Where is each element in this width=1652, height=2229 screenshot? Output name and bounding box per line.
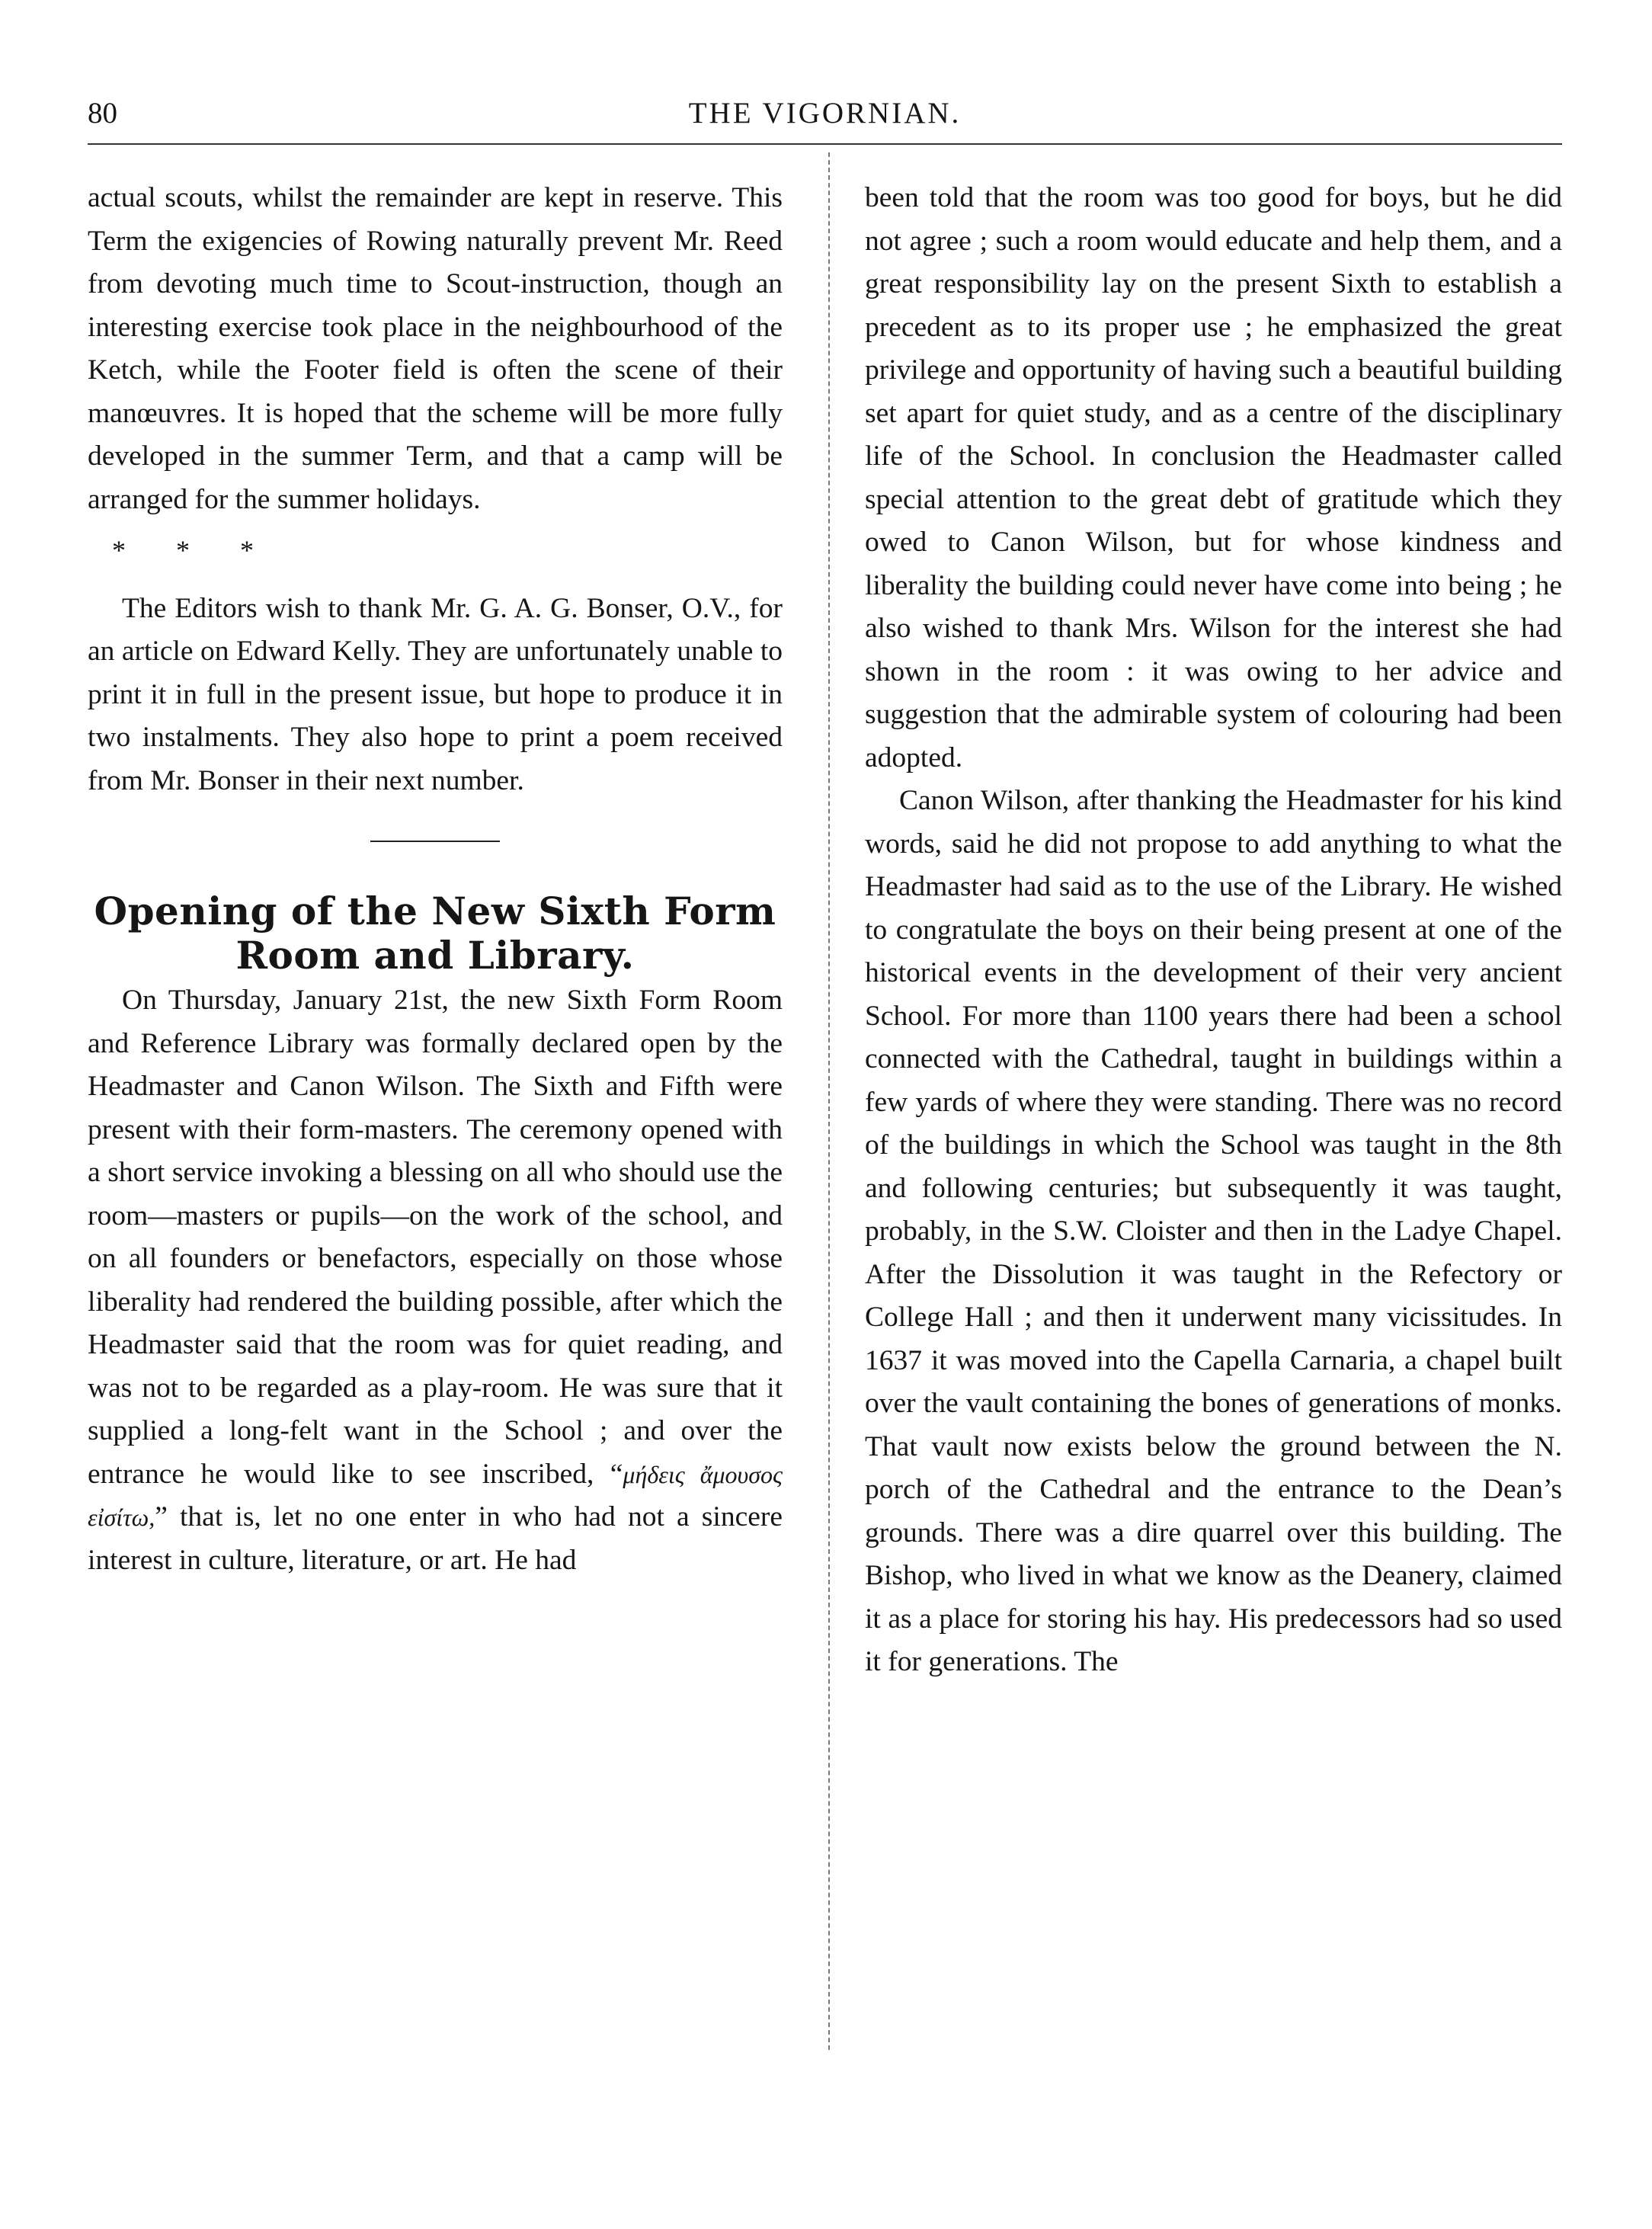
asterisk: *: [240, 535, 255, 565]
header-rule: [88, 143, 1562, 145]
column-divider: [828, 152, 830, 2050]
scouts-paragraph: actual scouts, whilst the remainder are kept in reserve. This Term the exigencies of Rowing naturally prevent Mr. Reed from devoting much time to Scout-instruction, though an interesting exercise took place in the neighbourhood of the Ketch, while the Footer field is often the scene of their manœuvres. It is hoped that the scheme will be more fully developed in the summer Term, and that a camp will be arranged for the summer holidays.: [88, 182, 783, 515]
headmaster-speech-paragraph: been told that the room was too good for boys, but he did not agree ; such a room would educate and help them, and a great responsibility lay on the present Sixth to establish a precedent as to its proper use ; he emphasized the great privilege and opportunity of having such a beautiful building set apart for quiet study, and as a centre of the disciplinary life of the School. In conclusion the Headmaster called special attention to the great debt of gratitude which they owed to Canon Wilson, but for whose kindness and liberality the building could never have come into being ; he also wished to thank Mrs. Wilson for the interest she had shown in the room : it was owing to her advice and suggestion that the admirable system of colouring had been adopted.: [865, 182, 1562, 773]
opening-paragraph-part-2: ” that is, let no one enter in who had not a sincere interest in culture, literature, or art. He had: [88, 1501, 783, 1576]
asterisk: *: [112, 535, 127, 565]
section-divider-rule: [370, 841, 500, 842]
article-title-line-1: Opening of the New Sixth Form: [94, 889, 776, 934]
article-title: [88, 889, 783, 978]
left-column: [88, 177, 783, 1582]
section-break-asterisks: [88, 529, 783, 572]
article-title-line-2: Room and Library.: [235, 933, 635, 978]
page-header: [88, 96, 1562, 142]
editors-note-paragraph: The Editors wish to thank Mr. G. A. G. Bonser, O.V., for an article on Edward Kelly. They are unfortunately unable to print it in full in the present issue, but hope to produce it in two instalments. They also hope to print a poem received from Mr. Bonser in their next number.: [88, 592, 783, 796]
canon-wilson-paragraph: Canon Wilson, after thanking the Headmaster for his kind words, said he did not propose to add anything to what the Headmaster had said as to the use of the Library. He wished to congratulate the boys on their being present at one of the historical events in the development of their very ancient School. For more than 1100 years there had been a school connected with the Cathedral, taught in buildings within a few yards of where they were standing. There was no record of the buildings in which the School was taught in the 8th and following centuries; but subsequently it was taught, probably, in the S.W. Cloister and then in the Ladye Chapel. After the Dissolution it was taught in the Refectory or College Hall ; and then it underwent many vicissitudes. In 1637 it was moved into the Capella Carnaria, a chapel built over the vault containing the bones of generations of monks. That vault now exists below the ground between the N. porch of the Cathedral and the entrance to the Dean’s grounds. There was a dire quarrel over this building. The Bishop, who lived in what we know as the Deanery, claimed it as a place for storing his hay. His predecessors had so used it for generations. The: [865, 785, 1562, 1677]
page-number: 80: [88, 97, 117, 130]
greek-inscription: μήδεις ἄμουσος εἰσίτω,: [88, 1460, 783, 1531]
right-column: [865, 177, 1562, 1684]
opening-paragraph: [88, 979, 783, 1582]
asterisk: *: [176, 535, 191, 565]
running-title: THE VIGORNIAN.: [688, 97, 962, 130]
opening-paragraph-part-1: On Thursday, January 21st, the new Sixth Form Room and Reference Library was formally declared open by the Headmaster and Canon Wilson. The Sixth and Fifth were present with their form-masters. The ceremony opened with a short service invoking a blessing on all who should use the room—masters or pupils—on the work of the school, and on all founders or benefactors, especially on those whose liberality had rendered the building possible, after which the Headmaster said that the room was for quiet reading, and was not to be regarded as a play-room. He was sure that it supplied a long-felt want in the School ; and over the entrance he would like to see inscribed, “: [88, 985, 783, 1490]
